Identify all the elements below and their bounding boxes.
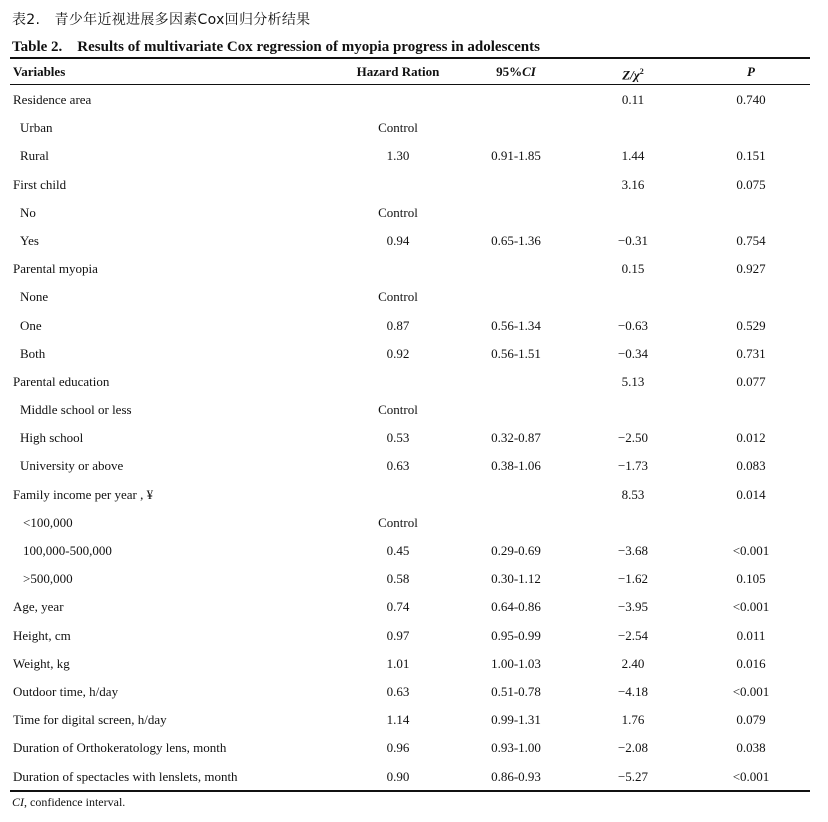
table-row xyxy=(0,114,828,142)
hazard-ratio-cell: 0.63 xyxy=(386,458,410,474)
header-z-statistic xyxy=(622,63,644,81)
hazard-ratio-cell: Control xyxy=(378,402,418,418)
table-row xyxy=(0,171,828,199)
hazard-ratio-cell: 0.92 xyxy=(386,345,410,361)
z-statistic-cell: 0.11 xyxy=(621,92,645,107)
p-value-cell: 0.740 xyxy=(736,92,766,107)
z-statistic-cell: −5.27 xyxy=(617,768,649,784)
p-value-cell: 0.012 xyxy=(736,430,766,446)
hazard-ratio-cell: 0.90 xyxy=(386,768,410,784)
confidence-interval-cell: 0.64-0.86 xyxy=(491,599,541,615)
table-body xyxy=(0,86,828,791)
p-value-cell: 0.731 xyxy=(736,345,766,361)
z-statistic-cell: −0.31 xyxy=(617,232,649,248)
confidence-interval-cell: 0.91-1.85 xyxy=(491,148,541,164)
z-statistic-cell: 8.53 xyxy=(621,486,645,502)
table-title-chinese: 表2. 青少年近视进展多因素Cox回归分析结果 xyxy=(12,12,311,28)
table-row xyxy=(0,565,828,593)
p-value-cell: 0.105 xyxy=(736,571,766,587)
table-title-english: Table 2. Results of multivariate Cox regression of myopia progress in adolescents xyxy=(12,39,540,55)
hazard-ratio-cell: 0.87 xyxy=(386,317,410,333)
table-row xyxy=(0,678,828,706)
table-row xyxy=(0,340,828,368)
confidence-interval-cell: 0.38-1.06 xyxy=(491,458,541,474)
header-p-value xyxy=(747,63,755,81)
hazard-ratio-cell: Control xyxy=(378,289,418,305)
header-rule xyxy=(10,84,810,85)
hazard-ratio-cell: 1.14 xyxy=(386,712,410,728)
header-z-label: Z/χ xyxy=(622,67,640,83)
z-statistic-cell: −1.62 xyxy=(617,571,649,587)
header-ci-prefix: 95% xyxy=(496,64,523,79)
variable-cell: Yes xyxy=(20,232,39,248)
variable-cell: One xyxy=(20,317,42,333)
z-statistic-cell: −0.63 xyxy=(617,317,649,333)
z-statistic-cell: 3.16 xyxy=(621,176,645,192)
footnote-text: , confidence interval. xyxy=(24,795,126,809)
footnote-abbreviation: CI xyxy=(12,795,24,809)
variable-cell: <100,000 xyxy=(23,514,73,530)
p-value-cell: 0.083 xyxy=(736,458,766,474)
table-row xyxy=(0,142,828,170)
header-hazard-ratio: Hazard Ration xyxy=(356,64,440,79)
table-row xyxy=(0,312,828,340)
variable-cell: Parental myopia xyxy=(13,261,98,277)
p-value-cell: 0.079 xyxy=(736,712,766,728)
z-statistic-cell: 1.44 xyxy=(621,148,645,164)
table-row xyxy=(0,734,828,762)
hazard-ratio-cell: 0.97 xyxy=(386,627,410,643)
header-ci-italic: CI xyxy=(522,64,536,79)
hazard-ratio-cell: 1.30 xyxy=(386,148,410,164)
p-value-cell: <0.001 xyxy=(732,768,770,784)
header-variables: Variables xyxy=(13,64,66,79)
hazard-ratio-cell: 0.45 xyxy=(386,543,410,558)
hazard-ratio-cell: 0.58 xyxy=(386,571,410,587)
p-value-cell: 0.011 xyxy=(736,627,766,643)
variable-cell: Urban xyxy=(20,120,53,136)
variable-cell: Weight, kg xyxy=(13,655,70,671)
hazard-ratio-cell: 0.94 xyxy=(386,232,410,248)
hazard-ratio-cell: Control xyxy=(378,514,418,530)
header-confidence-interval xyxy=(496,63,536,81)
z-statistic-cell: −4.18 xyxy=(617,683,649,699)
table-row xyxy=(0,481,828,509)
variable-cell: Outdoor time, h/day xyxy=(13,683,119,699)
variable-cell: Middle school or less xyxy=(20,402,132,418)
header-z-superscript: 2 xyxy=(639,67,644,76)
p-value-cell: 0.016 xyxy=(736,655,766,671)
table-row xyxy=(0,622,828,650)
confidence-interval-cell: 0.65-1.36 xyxy=(491,232,541,248)
p-value-cell: 0.529 xyxy=(736,317,766,333)
variable-cell: Duration of spectacles with lenslets, month xyxy=(13,768,238,784)
p-value-cell: 0.075 xyxy=(736,176,766,192)
table-row xyxy=(0,255,828,283)
table-row xyxy=(0,706,828,734)
table-row xyxy=(0,452,828,480)
footnote xyxy=(12,795,125,810)
p-value-cell: <0.001 xyxy=(732,599,770,615)
confidence-interval-cell: 0.56-1.34 xyxy=(491,317,541,333)
bottom-rule xyxy=(10,790,810,792)
z-statistic-cell: −1.73 xyxy=(617,458,649,474)
z-statistic-cell: 0.15 xyxy=(621,261,645,277)
p-value-cell: <0.001 xyxy=(732,683,770,699)
p-value-cell: 0.077 xyxy=(736,373,766,389)
z-statistic-cell: −3.95 xyxy=(617,599,649,615)
hazard-ratio-cell: 0.53 xyxy=(386,430,410,446)
variable-cell: Time for digital screen, h/day xyxy=(13,712,167,728)
z-statistic-cell: 1.76 xyxy=(621,712,645,728)
variable-cell: 100,000-500,000 xyxy=(23,543,112,558)
table-row xyxy=(0,396,828,424)
z-statistic-cell: 5.13 xyxy=(621,373,645,389)
variable-cell: None xyxy=(20,289,49,305)
top-rule xyxy=(10,57,810,59)
z-statistic-cell: 2.40 xyxy=(621,655,645,671)
table-row xyxy=(0,227,828,255)
variable-cell: Parental education xyxy=(13,373,110,389)
confidence-interval-cell: 0.93-1.00 xyxy=(491,740,541,756)
variable-cell: Duration of Orthokeratology lens, month xyxy=(13,740,227,756)
z-statistic-cell: −2.08 xyxy=(617,740,649,756)
variable-cell: Both xyxy=(20,345,46,361)
p-value-cell: 0.151 xyxy=(736,148,766,164)
confidence-interval-cell: 0.51-0.78 xyxy=(491,683,541,699)
table-row xyxy=(0,424,828,452)
variable-cell: High school xyxy=(20,430,84,446)
z-statistic-cell: −2.54 xyxy=(617,627,649,643)
confidence-interval-cell: 1.00-1.03 xyxy=(491,655,541,671)
hazard-ratio-cell: Control xyxy=(378,204,418,220)
confidence-interval-cell: 0.29-0.69 xyxy=(491,543,541,558)
variable-cell: Residence area xyxy=(13,92,92,107)
confidence-interval-cell: 0.32-0.87 xyxy=(491,430,541,446)
hazard-ratio-cell: 0.96 xyxy=(386,740,410,756)
hazard-ratio-cell: 0.74 xyxy=(386,599,410,615)
variable-cell: University or above xyxy=(20,458,124,474)
table-row xyxy=(0,86,828,114)
table-row xyxy=(0,368,828,396)
confidence-interval-cell: 0.95-0.99 xyxy=(491,627,541,643)
table-row xyxy=(0,763,828,791)
table-row xyxy=(0,537,828,565)
table-row xyxy=(0,593,828,621)
variable-cell: >500,000 xyxy=(23,571,73,587)
p-value-cell: 0.014 xyxy=(736,486,766,502)
variable-cell: Age, year xyxy=(13,599,64,615)
confidence-interval-cell: 0.56-1.51 xyxy=(491,345,541,361)
table-row xyxy=(0,509,828,537)
variable-cell: Family income per year , ¥ xyxy=(13,486,154,502)
variable-cell: Rural xyxy=(20,148,49,164)
table-row xyxy=(0,650,828,678)
hazard-ratio-cell: Control xyxy=(378,120,418,136)
z-statistic-cell: −2.50 xyxy=(617,430,649,446)
hazard-ratio-cell: 0.63 xyxy=(386,683,410,699)
header-p-label: P xyxy=(747,64,755,79)
confidence-interval-cell: 0.86-0.93 xyxy=(491,768,541,784)
z-statistic-cell: −3.68 xyxy=(617,543,649,558)
variable-cell: First child xyxy=(13,176,67,192)
p-value-cell: 0.754 xyxy=(736,232,766,248)
variable-cell: No xyxy=(20,204,36,220)
hazard-ratio-cell: 1.01 xyxy=(386,655,410,671)
variable-cell: Height, cm xyxy=(13,627,71,643)
confidence-interval-cell: 0.99-1.31 xyxy=(491,712,541,728)
table-row xyxy=(0,283,828,311)
p-value-cell: 0.038 xyxy=(736,740,766,756)
p-value-cell: <0.001 xyxy=(732,543,770,558)
z-statistic-cell: −0.34 xyxy=(617,345,649,361)
table-row xyxy=(0,199,828,227)
confidence-interval-cell: 0.30-1.12 xyxy=(491,571,541,587)
p-value-cell: 0.927 xyxy=(736,261,766,277)
